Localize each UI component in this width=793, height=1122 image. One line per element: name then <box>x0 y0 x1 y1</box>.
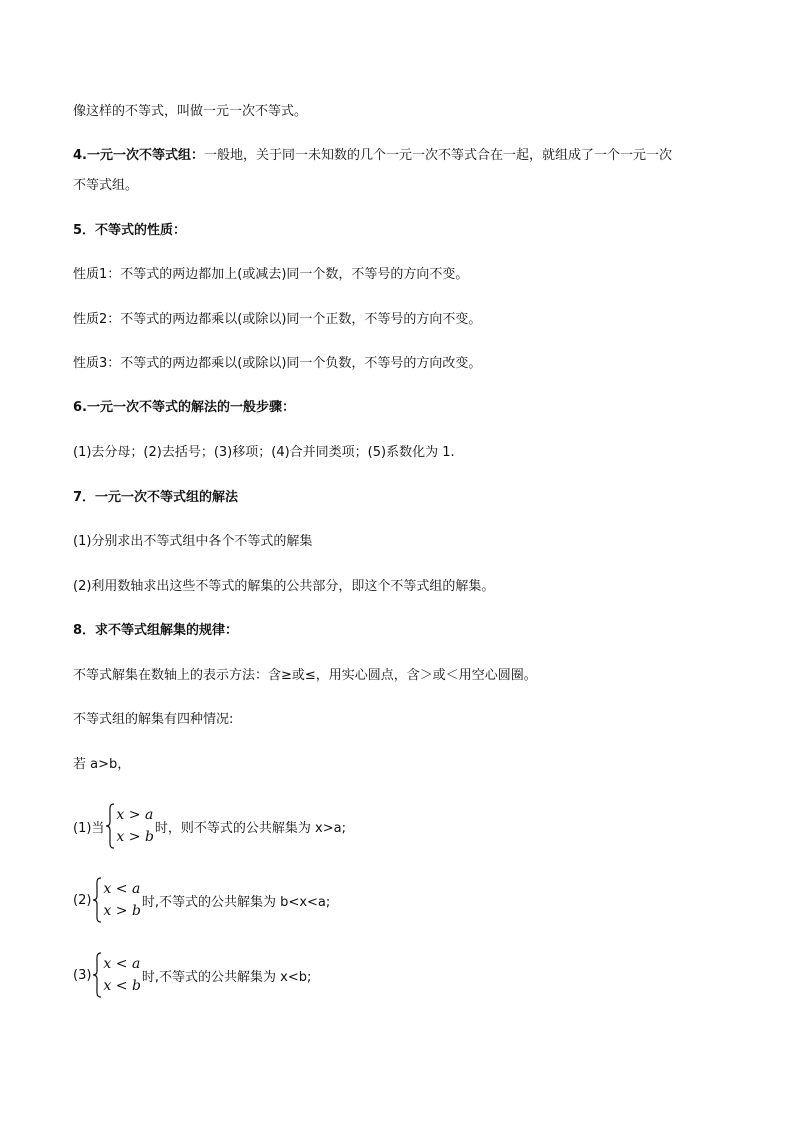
case-1 <box>73 803 346 849</box>
case-2 <box>73 877 330 923</box>
text-line: 像这样的不等式，叫做一元一次不等式。 <box>73 104 308 119</box>
section-7-heading: 7．一元一次不等式组的解法 <box>73 490 239 505</box>
section-8-heading: 8．求不等式组解集的规律： <box>73 623 239 638</box>
section-8-text-1: 不等式解集在数轴上的表示方法：含≥或≤，用实心圆点，含＞或＜用空心圆圈。 <box>73 668 537 683</box>
section-6-heading: 6.一元一次不等式的解法的一般步骤： <box>73 400 295 415</box>
case-3-top: x < a <box>103 956 141 972</box>
case-3-suffix: 时,不等式的公共解集为 x<b; <box>141 969 312 985</box>
section-8-text-2: 不等式组的解集有四种情况: <box>73 712 234 727</box>
property-3: 性质3：不等式的两边都乘以(或除以)同一个负数，不等号的方向改变。 <box>73 356 482 371</box>
case-3-system <box>103 953 141 997</box>
case-1-top: x > a <box>116 807 154 823</box>
case-1-suffix: 时，则不等式的公共解集为 x>a; <box>154 820 346 836</box>
section-7-step-2: (2)利用数轴求出这些不等式的解集的公共部分，即这个不等式组的解集。 <box>73 579 495 594</box>
case-3-bottom: x < b <box>103 978 141 994</box>
brace-icon <box>105 803 115 849</box>
text-line: 不等式组。 <box>73 178 139 193</box>
case-2-top: x < a <box>103 881 141 897</box>
section-4-heading: 4.一元一次不等式组： <box>73 148 204 163</box>
case-3-prefix: (3) <box>73 967 92 983</box>
case-1-bottom: x > b <box>116 829 154 845</box>
section-8-text-3: 若 a>b， <box>73 757 131 772</box>
section-7-step-1: (1)分别求出不等式组中各个不等式的解集 <box>73 534 313 549</box>
case-3 <box>73 952 311 998</box>
case-2-suffix: 时,不等式的公共解集为 b<x<a; <box>141 894 331 910</box>
brace-icon <box>92 952 102 998</box>
property-1: 性质1：不等式的两边都加上(或减去)同一个数，不等号的方向不变。 <box>73 267 469 282</box>
property-2: 性质2：不等式的两边都乘以(或除以)同一个正数，不等号的方向不变。 <box>73 312 482 327</box>
section-5-heading: 5．不等式的性质： <box>73 223 187 238</box>
section-6-steps: (1)去分母；(2)去括号；(3)移项；(4)合并同类项；(5)系数化为 1. <box>73 445 455 460</box>
case-1-system <box>116 804 154 848</box>
case-2-system <box>103 878 141 922</box>
case-1-prefix: (1)当 <box>73 820 105 836</box>
section-4-text: 一般地，关于同一未知数的几个一元一次不等式合在一起，就组成了一个一元一次 <box>203 148 672 163</box>
case-2-bottom: x > b <box>103 903 141 919</box>
brace-icon <box>92 877 102 923</box>
section-4-line <box>73 148 672 164</box>
case-2-prefix: (2) <box>73 892 92 908</box>
